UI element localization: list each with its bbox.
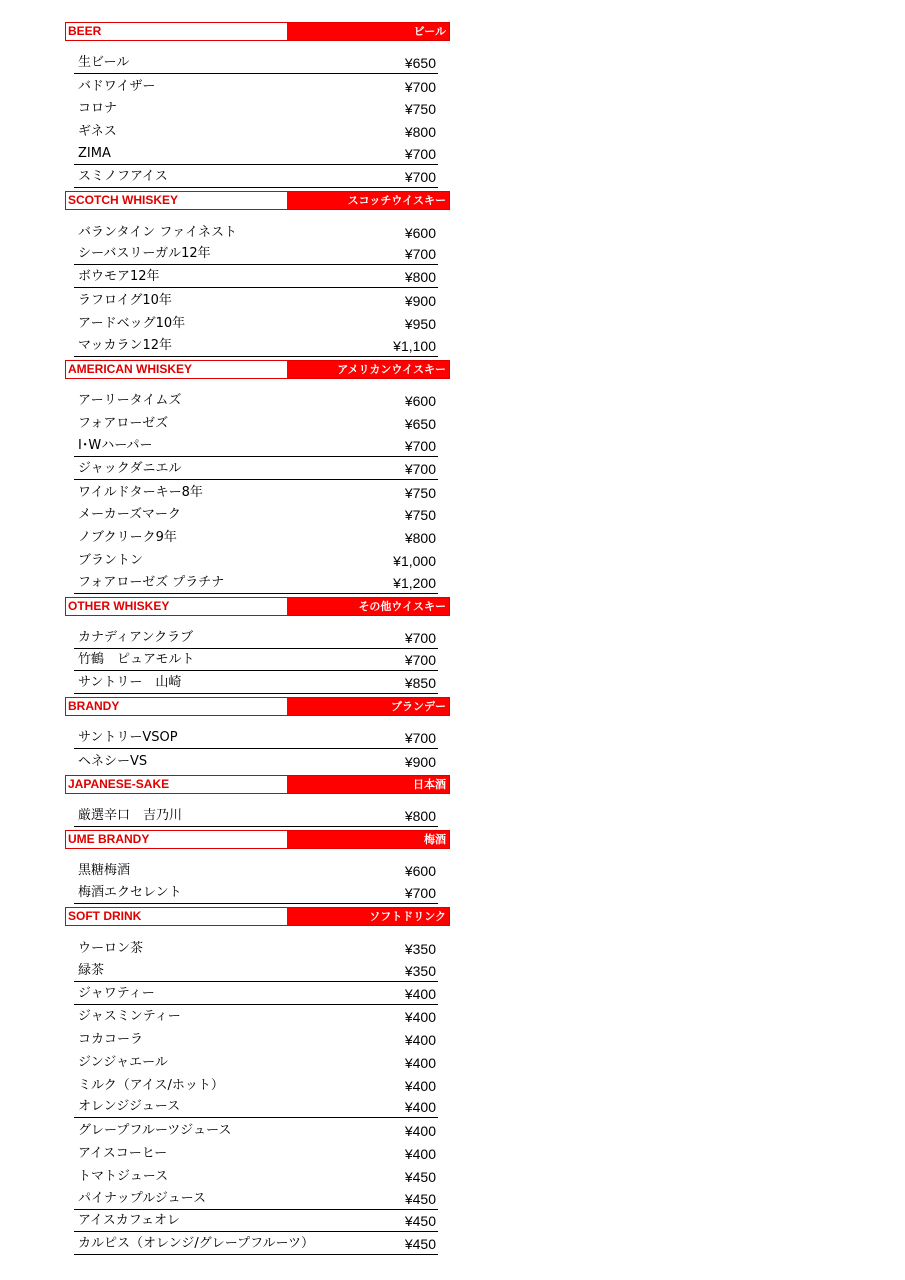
item-price: ¥750 bbox=[404, 507, 436, 524]
item-name: アードベッグ10年 bbox=[78, 315, 186, 331]
item-price: ¥750 bbox=[404, 484, 436, 501]
menu-section bbox=[65, 775, 450, 827]
item-price: ¥400 bbox=[404, 1054, 436, 1071]
menu-item bbox=[74, 881, 438, 904]
menu-item bbox=[74, 74, 438, 97]
section-title-jp: その他ウイスキー bbox=[287, 598, 449, 615]
section-title-en: JAPANESE-SAKE bbox=[66, 776, 287, 793]
item-price: ¥900 bbox=[404, 753, 436, 770]
menu-item bbox=[74, 119, 438, 142]
item-name: サントリーVSOP bbox=[78, 729, 178, 745]
item-name: 厳選辛口 吉乃川 bbox=[78, 807, 183, 823]
item-name: トマトジュース bbox=[78, 1168, 169, 1184]
section-title-jp: ソフトドリンク bbox=[287, 908, 449, 925]
menu-item bbox=[74, 571, 438, 594]
menu-item bbox=[74, 649, 438, 672]
menu-item bbox=[74, 1187, 438, 1210]
item-name: コカコーラ bbox=[78, 1032, 144, 1048]
item-name: カルピス（オレンジ/グレープフルーツ） bbox=[78, 1236, 315, 1252]
item-name: グレープフルーツジュース bbox=[78, 1123, 232, 1139]
drink-menu bbox=[65, 22, 450, 1258]
item-name: バランタイン ファイネスト bbox=[78, 224, 237, 240]
menu-section bbox=[65, 22, 450, 188]
item-price: ¥600 bbox=[404, 863, 436, 880]
menu-item bbox=[74, 97, 438, 120]
menu-item bbox=[74, 51, 438, 74]
section-items bbox=[74, 626, 438, 694]
section-items bbox=[74, 389, 438, 594]
item-price: ¥700 bbox=[404, 729, 436, 746]
menu-item bbox=[74, 726, 438, 749]
item-name: マッカラン12年 bbox=[78, 337, 173, 353]
menu-section bbox=[65, 830, 450, 905]
menu-item bbox=[74, 165, 438, 188]
item-name: 黒糖梅酒 bbox=[78, 863, 131, 879]
menu-item bbox=[74, 265, 438, 288]
item-name: 竹鶴 ピュアモルト bbox=[78, 652, 195, 668]
item-price: ¥700 bbox=[404, 460, 436, 477]
menu-section bbox=[65, 360, 450, 594]
menu-item bbox=[74, 1096, 438, 1119]
section-title-jp: ブランデー bbox=[287, 698, 449, 715]
menu-item bbox=[74, 749, 438, 772]
item-price: ¥800 bbox=[404, 269, 436, 286]
item-price: ¥450 bbox=[404, 1190, 436, 1207]
item-price: ¥800 bbox=[404, 807, 436, 824]
item-price: ¥400 bbox=[404, 1146, 436, 1163]
menu-item bbox=[74, 1118, 438, 1141]
menu-item bbox=[74, 411, 438, 434]
menu-item bbox=[74, 243, 438, 266]
item-name: ジャックダニエル bbox=[78, 460, 182, 476]
item-price: ¥600 bbox=[404, 393, 436, 410]
menu-item bbox=[74, 1210, 438, 1233]
menu-item bbox=[74, 1050, 438, 1073]
item-price: ¥600 bbox=[404, 224, 436, 241]
menu-item bbox=[74, 334, 438, 357]
section-title-en: SCOTCH WHISKEY bbox=[66, 192, 287, 209]
item-name: ノブクリーク9年 bbox=[78, 530, 177, 546]
menu-item bbox=[74, 982, 438, 1005]
item-price: ¥900 bbox=[404, 292, 436, 309]
menu-section bbox=[65, 191, 450, 357]
menu-item bbox=[74, 525, 438, 548]
section-header bbox=[65, 597, 450, 616]
section-header bbox=[65, 22, 450, 41]
item-price: ¥350 bbox=[404, 940, 436, 957]
item-name: スミノフアイス bbox=[78, 168, 168, 184]
item-price: ¥1,100 bbox=[393, 337, 436, 354]
menu-item bbox=[74, 142, 438, 165]
section-items bbox=[74, 859, 438, 905]
section-title-jp: 梅酒 bbox=[287, 831, 449, 848]
item-price: ¥700 bbox=[404, 437, 436, 454]
item-name: フォアローゼズ bbox=[78, 416, 169, 432]
menu-item bbox=[74, 220, 438, 243]
menu-item bbox=[74, 389, 438, 412]
item-price: ¥950 bbox=[404, 315, 436, 332]
item-name: ミルク（アイス/ホット） bbox=[78, 1077, 224, 1093]
menu-section bbox=[65, 907, 450, 1255]
item-price: ¥450 bbox=[404, 1236, 436, 1253]
menu-item bbox=[74, 1027, 438, 1050]
item-price: ¥850 bbox=[404, 675, 436, 692]
menu-item bbox=[74, 457, 438, 480]
section-title-en: UME BRANDY bbox=[66, 831, 287, 848]
item-price: ¥450 bbox=[404, 1213, 436, 1230]
section-title-jp: スコッチウイスキー bbox=[287, 192, 449, 209]
item-price: ¥800 bbox=[404, 530, 436, 547]
item-name: ヘネシーVS bbox=[78, 753, 148, 769]
section-items bbox=[74, 220, 438, 357]
item-name: 梅酒エクセレント bbox=[78, 885, 182, 901]
section-title-jp: ビール bbox=[287, 23, 449, 40]
item-price: ¥650 bbox=[404, 416, 436, 433]
item-price: ¥700 bbox=[404, 652, 436, 669]
menu-item bbox=[74, 311, 438, 334]
menu-item bbox=[74, 859, 438, 882]
item-price: ¥400 bbox=[404, 1009, 436, 1026]
item-name: ウーロン茶 bbox=[78, 940, 144, 956]
menu-item bbox=[74, 1073, 438, 1096]
item-name: 生ビール bbox=[78, 54, 130, 70]
section-header bbox=[65, 191, 450, 210]
section-header bbox=[65, 697, 450, 716]
section-title-jp: 日本酒 bbox=[287, 776, 449, 793]
menu-item bbox=[74, 503, 438, 526]
item-price: ¥700 bbox=[404, 168, 436, 185]
item-name: シーバスリーガル12年 bbox=[78, 246, 211, 262]
item-price: ¥450 bbox=[404, 1168, 436, 1185]
item-price: ¥400 bbox=[404, 1123, 436, 1140]
section-title-jp: アメリカンウイスキー bbox=[287, 361, 449, 378]
item-name: カナディアンクラブ bbox=[78, 629, 194, 645]
item-name: ボウモア12年 bbox=[78, 269, 160, 285]
section-title-en: SOFT DRINK bbox=[66, 908, 287, 925]
menu-item bbox=[74, 288, 438, 311]
item-name: アイスコーヒー bbox=[78, 1146, 168, 1162]
item-name: ワイルドターキー8年 bbox=[78, 484, 203, 500]
section-header bbox=[65, 830, 450, 849]
section-title-en: OTHER WHISKEY bbox=[66, 598, 287, 615]
item-price: ¥700 bbox=[404, 629, 436, 646]
item-name: アイスカフェオレ bbox=[78, 1213, 181, 1229]
item-name: ブラントン bbox=[78, 552, 144, 568]
item-price: ¥650 bbox=[404, 54, 436, 71]
item-price: ¥400 bbox=[404, 1077, 436, 1094]
item-name: アーリータイムズ bbox=[78, 393, 182, 409]
item-name: オレンジジュース bbox=[78, 1099, 181, 1115]
item-name: ギネス bbox=[78, 124, 117, 140]
item-name: ZIMA bbox=[78, 145, 111, 161]
menu-item bbox=[74, 1232, 438, 1255]
item-name: I･Wハーパー bbox=[78, 437, 153, 453]
item-name: 緑茶 bbox=[78, 962, 105, 978]
item-price: ¥400 bbox=[404, 985, 436, 1002]
item-price: ¥1,200 bbox=[393, 574, 436, 591]
menu-item bbox=[74, 548, 438, 571]
menu-item bbox=[74, 671, 438, 694]
section-items bbox=[74, 804, 438, 827]
menu-item bbox=[74, 959, 438, 982]
item-price: ¥700 bbox=[404, 78, 436, 95]
item-name: フォアローゼズ プラチナ bbox=[78, 574, 225, 590]
section-header bbox=[65, 907, 450, 926]
item-name: メーカーズマーク bbox=[78, 507, 181, 523]
menu-item bbox=[74, 1141, 438, 1164]
item-price: ¥400 bbox=[404, 1032, 436, 1049]
item-name: ジャスミンティー bbox=[78, 1009, 181, 1025]
item-name: パイナップルジュース bbox=[78, 1190, 206, 1206]
section-header bbox=[65, 775, 450, 794]
menu-item bbox=[74, 480, 438, 503]
menu-item bbox=[74, 804, 438, 827]
item-price: ¥350 bbox=[404, 962, 436, 979]
item-name: ラフロイグ10年 bbox=[78, 292, 172, 308]
menu-section bbox=[65, 697, 450, 772]
menu-item bbox=[74, 434, 438, 457]
item-price: ¥700 bbox=[404, 246, 436, 263]
item-price: ¥400 bbox=[404, 1099, 436, 1116]
menu-item bbox=[74, 1005, 438, 1028]
item-name: コロナ bbox=[78, 101, 118, 117]
section-items bbox=[74, 726, 438, 772]
item-price: ¥750 bbox=[404, 101, 436, 118]
item-name: サントリー 山崎 bbox=[78, 675, 182, 691]
item-price: ¥1,000 bbox=[393, 552, 436, 569]
section-title-en: AMERICAN WHISKEY bbox=[66, 361, 287, 378]
section-items bbox=[74, 51, 438, 188]
item-name: ジャワティー bbox=[78, 985, 155, 1001]
menu-item bbox=[74, 936, 438, 959]
menu-item bbox=[74, 626, 438, 649]
item-price: ¥800 bbox=[404, 124, 436, 141]
section-items bbox=[74, 936, 438, 1255]
item-name: ジンジャエール bbox=[78, 1054, 168, 1070]
section-title-en: BRANDY bbox=[66, 698, 287, 715]
item-price: ¥700 bbox=[404, 145, 436, 162]
menu-item bbox=[74, 1164, 438, 1187]
item-name: バドワイザー bbox=[78, 78, 156, 94]
item-price: ¥700 bbox=[404, 885, 436, 902]
section-title-en: BEER bbox=[66, 23, 287, 40]
menu-section bbox=[65, 597, 450, 694]
section-header bbox=[65, 360, 450, 379]
